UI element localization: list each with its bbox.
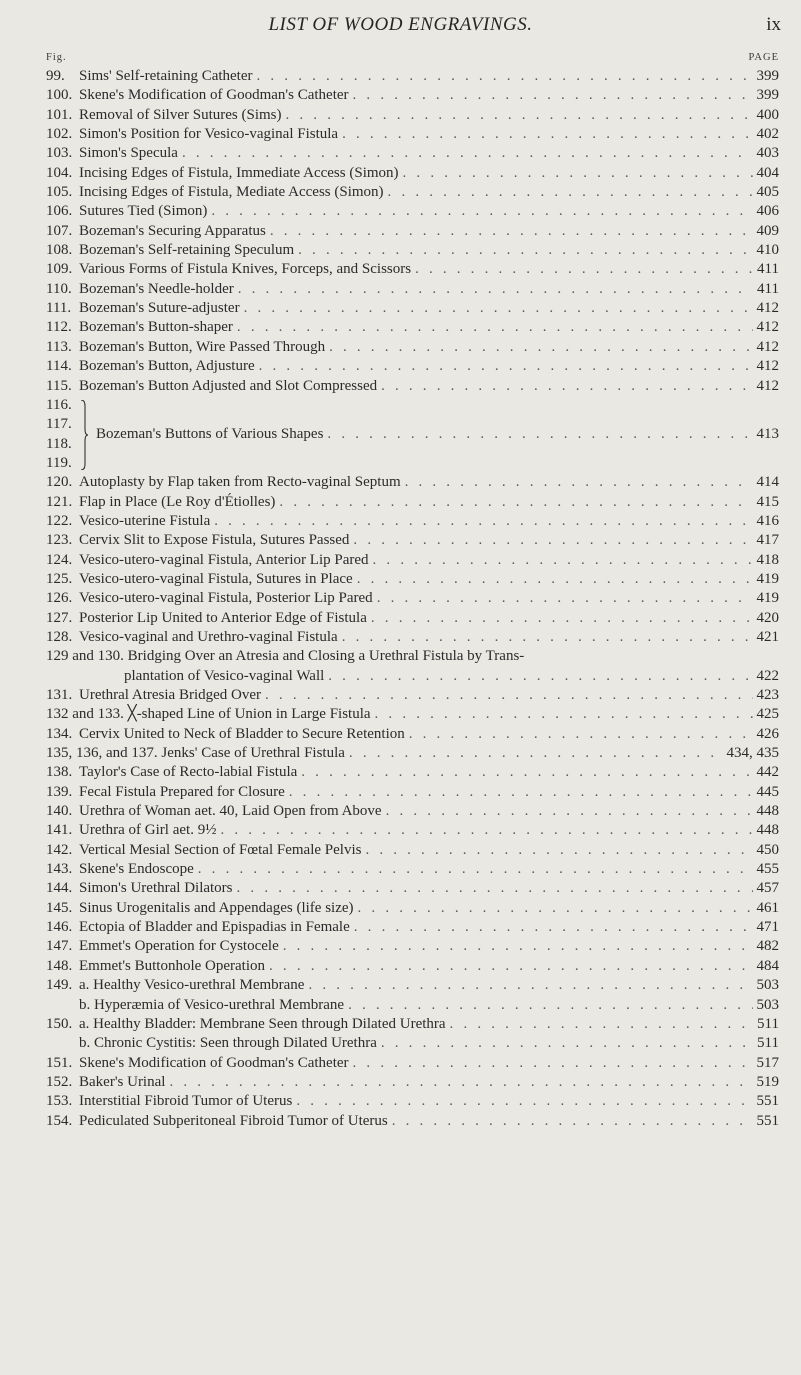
entry-title: plantation of Vesico-vaginal Wall — [124, 667, 325, 684]
entry-title: Skene's Modification of Goodman's Catheter — [79, 87, 349, 104]
figure-number: 117. — [46, 416, 72, 433]
list-item — [0, 377, 801, 396]
list-item — [0, 899, 801, 918]
leader-dots — [382, 802, 753, 821]
leader-dots — [292, 1092, 752, 1111]
leader-dots — [388, 1112, 753, 1131]
entry-title: Skene's Modification of Goodman's Catheter — [79, 1054, 349, 1071]
leader-dots — [373, 589, 753, 608]
figure-number: 151. — [46, 1054, 73, 1071]
entry-title: Urethral Atresia Bridged Over — [79, 687, 262, 704]
list-item — [0, 996, 801, 1015]
list-item — [0, 1112, 801, 1131]
leader-dots — [377, 377, 752, 396]
list-item — [0, 86, 801, 105]
figure-number: 105. — [46, 184, 73, 201]
entry-page: 551 — [756, 1093, 779, 1110]
entry-title: Emmet's Operation for Cystocele — [79, 938, 279, 955]
entry-title: Various Forms of Fistula Knives, Forceps, and Scissors — [79, 261, 412, 278]
entry-title: Incising Edges of Fistula, Mediate Access (Simon) — [79, 184, 384, 201]
figure-number: 144. — [46, 880, 73, 897]
leader-dots — [353, 570, 753, 589]
list-item — [0, 609, 801, 628]
entry-page: 404 — [756, 164, 779, 181]
entry-page: 445 — [756, 783, 779, 800]
list-item — [0, 783, 801, 802]
list-item — [0, 531, 801, 550]
entry-page: 420 — [756, 609, 779, 626]
entry-page: 423 — [756, 687, 779, 704]
entry-page: 503 — [756, 977, 779, 994]
curly-brace-icon — [80, 400, 88, 470]
leader-dots — [338, 628, 753, 647]
entry-title: Bozeman's Buttons of Various Shapes — [96, 425, 324, 442]
list-item — [0, 144, 801, 163]
leader-dots — [323, 425, 752, 444]
entry-title: Bozeman's Self-retaining Speculum — [79, 242, 295, 259]
list-item — [0, 802, 801, 821]
figure-number: 126. — [46, 590, 73, 607]
page-number: ix — [766, 14, 781, 35]
entry-page: 415 — [756, 493, 779, 510]
list-item — [0, 493, 801, 512]
figure-number: 150. — [46, 1015, 73, 1032]
entry-title: Bozeman's Button, Adjusture — [79, 358, 255, 375]
list-item — [0, 106, 801, 125]
list-item — [0, 1054, 801, 1073]
entry-title: Bozeman's Button, Wire Passed Through — [79, 338, 326, 355]
entry-page: 412 — [756, 300, 779, 317]
figure-number: 118. — [46, 435, 72, 452]
leader-dots — [345, 744, 723, 763]
list-item — [0, 841, 801, 860]
leader-dots — [344, 996, 752, 1015]
entry-title: b. Hyperæmia of Vesico-urethral Membrane — [79, 996, 345, 1013]
figure-number: 147. — [46, 938, 73, 955]
entry-title: Urethra of Girl aet. 9½ — [79, 822, 217, 839]
leader-dots — [255, 357, 753, 376]
list-item — [0, 280, 801, 299]
entry-title: Baker's Urinal — [79, 1073, 166, 1090]
list-item — [0, 1015, 801, 1034]
page-title: LIST OF WOOD ENGRAVINGS. — [268, 14, 533, 35]
leader-dots — [294, 241, 752, 260]
entry-page: 412 — [756, 358, 779, 375]
figure-number: 102. — [46, 126, 73, 143]
entry-page: 461 — [756, 899, 779, 916]
list-item — [0, 628, 801, 647]
list-item — [0, 918, 801, 937]
list-item — [0, 686, 801, 705]
leader-dots — [324, 667, 752, 686]
leader-dots — [349, 86, 753, 105]
figure-number: 109. — [46, 261, 73, 278]
entry-page: 425 — [756, 706, 779, 723]
figure-number: 122. — [46, 512, 73, 529]
entry-title: Taylor's Case of Recto-labial Fistula — [79, 764, 298, 781]
figure-number: 111. — [46, 300, 72, 317]
fig-column-header: Fig. — [46, 52, 67, 63]
entry-page: 421 — [756, 628, 779, 645]
entry-page: 417 — [756, 532, 779, 549]
entry-title: 135, 136, and 137. Jenks' Case of Urethral Fistula — [46, 745, 345, 762]
entry-page: 399 — [756, 87, 779, 104]
leader-dots — [253, 67, 753, 86]
figure-number: 114. — [46, 358, 72, 375]
figure-number: 134. — [46, 725, 73, 742]
figure-number: 107. — [46, 222, 73, 239]
list-item — [0, 705, 801, 724]
entry-title: Incising Edges of Fistula, Immediate Access (Simon) — [79, 164, 399, 181]
entry-page: 419 — [756, 590, 779, 607]
entry-page: 434, 435 — [726, 745, 779, 762]
entry-page: 399 — [756, 68, 779, 84]
figure-number: 142. — [46, 841, 73, 858]
entry-page: 482 — [756, 938, 779, 955]
entry-title: Sutures Tied (Simon) — [79, 203, 208, 220]
bracketed-figure-numbers — [46, 396, 72, 473]
list-item — [0, 589, 801, 608]
figure-number: 124. — [46, 551, 73, 568]
figure-number: 141. — [46, 822, 73, 839]
figure-number: 108. — [46, 242, 73, 259]
figure-number: 149. — [46, 977, 73, 994]
entry-title: b. Chronic Cystitis: Seen through Dilated Urethra — [79, 1035, 377, 1052]
figure-number: 154. — [46, 1112, 73, 1129]
entry-page: 412 — [756, 377, 779, 394]
entry-title: Flap in Place (Le Roy d'Étiolles) — [79, 493, 276, 510]
entry-title: Ectopia of Bladder and Epispadias in Female — [79, 919, 350, 936]
leader-dots — [210, 512, 752, 531]
leader-dots — [349, 1054, 753, 1073]
figure-number: 139. — [46, 783, 73, 800]
leader-dots — [349, 531, 752, 550]
figure-number: 113. — [46, 338, 72, 355]
leader-dots — [338, 125, 752, 144]
entry-page: 400 — [756, 106, 779, 123]
figure-number: 99. — [46, 68, 65, 84]
list-item — [0, 357, 801, 376]
entry-page: 448 — [756, 822, 779, 839]
list-item — [0, 957, 801, 976]
figure-number: 131. — [46, 687, 73, 704]
entry-page: 511 — [757, 1015, 779, 1032]
list-item — [0, 725, 801, 744]
entry-page: 411 — [757, 261, 779, 278]
leader-dots — [371, 705, 753, 724]
entry-page: 412 — [756, 319, 779, 336]
leader-dots — [282, 106, 753, 125]
list-item — [0, 338, 801, 357]
bracketed-entry — [0, 396, 801, 473]
figure-number: 125. — [46, 570, 73, 587]
leader-dots — [261, 686, 752, 705]
entry-title: Vesico-utero-vaginal Fistula, Anterior Lip Pared — [79, 551, 369, 568]
page-column-header: PAGE — [748, 52, 779, 63]
entry-title: Interstitial Fibroid Tumor of Uterus — [79, 1093, 293, 1110]
list-item — [0, 647, 801, 666]
figure-number: 148. — [46, 957, 73, 974]
list-item — [0, 164, 801, 183]
figure-number: 140. — [46, 803, 73, 820]
entry-page: 409 — [756, 222, 779, 239]
list-item — [0, 183, 801, 202]
figure-number: 145. — [46, 899, 73, 916]
entry-title: Cervix Slit to Expose Fistula, Sutures Passed — [79, 532, 350, 549]
entry-title: Posterior Lip United to Anterior Edge of Fistula — [79, 609, 367, 626]
entry-title: Sims' Self-retaining Catheter — [79, 68, 253, 84]
leader-dots — [240, 299, 753, 318]
entry-title: Simon's Specula — [79, 145, 178, 162]
entry-title: Simon's Position for Vesico-vaginal Fistula — [79, 126, 339, 143]
list-item — [0, 202, 801, 221]
leader-dots — [350, 918, 753, 937]
list-item — [0, 763, 801, 782]
list-item — [0, 125, 801, 144]
entry-title: Vertical Mesial Section of Fœtal Female Pelvis — [79, 841, 362, 858]
leader-dots — [367, 609, 753, 628]
list-item — [0, 1034, 801, 1053]
entry-title: a. Healthy Vesico-urethral Membrane — [79, 977, 305, 994]
entry-title: Fecal Fistula Prepared for Closure — [79, 783, 285, 800]
figure-number: 121. — [46, 493, 73, 510]
figure-number: 153. — [46, 1093, 73, 1110]
list-item — [0, 318, 801, 337]
list-item — [0, 860, 801, 879]
leader-dots — [377, 1034, 753, 1053]
list-item — [0, 1092, 801, 1111]
list-item — [0, 241, 801, 260]
list-item — [0, 744, 801, 763]
figure-number: 100. — [46, 87, 73, 104]
entry-page: 411 — [757, 280, 779, 297]
list-item — [0, 937, 801, 956]
entry-title: 129 and 130. Bridging Over an Atresia and Closing a Urethral Fistula by Trans- — [46, 648, 525, 665]
list-item — [0, 473, 801, 492]
figure-number: 103. — [46, 145, 73, 162]
leader-dots — [279, 937, 753, 956]
leader-dots — [297, 763, 752, 782]
entry-title: Vesico-uterine Fistula — [79, 512, 211, 529]
figure-number: 101. — [46, 106, 73, 123]
column-headers — [46, 52, 781, 66]
entry-title: Bozeman's Button Adjusted and Slot Compressed — [79, 377, 378, 394]
leader-dots — [265, 957, 752, 976]
entry-page: 503 — [756, 996, 779, 1013]
leader-dots — [233, 879, 753, 898]
entry-page: 416 — [756, 512, 779, 529]
figure-number: 127. — [46, 609, 73, 626]
list-item — [0, 67, 801, 86]
figure-number: 112. — [46, 319, 72, 336]
entry-page: 422 — [756, 667, 779, 684]
entry-page: 414 — [756, 474, 779, 491]
list-item — [0, 512, 801, 531]
running-head — [0, 14, 801, 40]
engravings-list — [0, 67, 801, 1131]
entry-title: Emmet's Buttonhole Operation — [79, 957, 266, 974]
entry-page: 442 — [756, 764, 779, 781]
entry-title: Pediculated Subperitoneal Fibroid Tumor of Uterus — [79, 1112, 388, 1129]
entry-title: Autoplasty by Flap taken from Recto-vaginal Septum — [79, 474, 401, 491]
figure-number: 138. — [46, 764, 73, 781]
entry-title: Removal of Silver Sutures (Sims) — [79, 106, 282, 123]
entry-title: Skene's Endoscope — [79, 861, 194, 878]
figure-number: 115. — [46, 377, 72, 394]
entry-page: 457 — [756, 880, 779, 897]
leader-dots — [233, 318, 753, 337]
leader-dots — [165, 1073, 752, 1092]
entry-title: Cervix United to Neck of Bladder to Secure Retention — [79, 725, 405, 742]
entry-page: 405 — [756, 184, 779, 201]
leader-dots — [304, 976, 752, 995]
list-item — [0, 879, 801, 898]
entry-page: 406 — [756, 203, 779, 220]
entry-title: a. Healthy Bladder: Membrane Seen through Dilated Urethra — [79, 1015, 446, 1032]
entry-page: 410 — [756, 242, 779, 259]
list-item — [0, 1073, 801, 1092]
entry-page: 484 — [756, 957, 779, 974]
entry-page: 402 — [756, 126, 779, 143]
entry-page: 517 — [756, 1054, 779, 1071]
entry-page: 413 — [756, 425, 779, 442]
figure-number: 120. — [46, 474, 73, 491]
leader-dots — [234, 280, 753, 299]
entry-title: Bozeman's Button-shaper — [79, 319, 233, 336]
leader-dots — [446, 1015, 754, 1034]
entry-page: 455 — [756, 861, 779, 878]
leader-dots — [325, 338, 752, 357]
leader-dots — [405, 725, 753, 744]
leader-dots — [369, 551, 753, 570]
figure-number: 143. — [46, 861, 73, 878]
list-item — [0, 551, 801, 570]
leader-dots — [285, 783, 753, 802]
list-item — [0, 821, 801, 840]
figure-number: 106. — [46, 203, 73, 220]
entry-title: Vesico-vaginal and Urethro-vaginal Fistula — [79, 628, 338, 645]
entry-title: Vesico-utero-vaginal Fistula, Sutures in Place — [79, 570, 353, 587]
entry-page: 403 — [756, 145, 779, 162]
figure-number: 152. — [46, 1073, 73, 1090]
leader-dots — [275, 493, 752, 512]
entry-page: 450 — [756, 841, 779, 858]
list-item-continuation — [0, 667, 801, 686]
entry-title: Bozeman's Needle-holder — [79, 280, 234, 297]
list-item — [0, 299, 801, 318]
list-item — [0, 260, 801, 279]
entry-page: 426 — [756, 725, 779, 742]
figure-number: 146. — [46, 919, 73, 936]
entry-title: Vesico-utero-vaginal Fistula, Posterior Lip Pared — [79, 590, 373, 607]
leader-dots — [178, 144, 753, 163]
list-item — [0, 976, 801, 995]
figure-number: 116. — [46, 396, 72, 413]
entry-title: Sinus Urogenitalis and Appendages (life size) — [79, 899, 354, 916]
leader-dots — [354, 899, 753, 918]
entry-page: 418 — [756, 551, 779, 568]
entry-title: Bozeman's Securing Apparatus — [79, 222, 266, 239]
leader-dots — [266, 222, 753, 241]
entry-title: Bozeman's Suture-adjuster — [79, 300, 240, 317]
entry-page: 471 — [756, 919, 779, 936]
leader-dots — [401, 473, 753, 492]
list-item — [0, 222, 801, 241]
list-item — [0, 570, 801, 589]
entry-page: 412 — [756, 338, 779, 355]
figure-number: 123. — [46, 532, 73, 549]
leader-dots — [194, 860, 753, 879]
leader-dots — [361, 841, 752, 860]
leader-dots — [399, 164, 753, 183]
leader-dots — [411, 260, 753, 279]
entry-page: 519 — [756, 1073, 779, 1090]
entry-page: 448 — [756, 803, 779, 820]
leader-dots — [207, 202, 752, 221]
entry-title: Simon's Urethral Dilators — [79, 880, 233, 897]
figure-number: 110. — [46, 280, 72, 297]
leader-dots — [216, 821, 752, 840]
entry-page: 419 — [756, 570, 779, 587]
entry-title: 132 and 133. ╳-shaped Line of Union in Large Fistula — [46, 706, 371, 723]
figure-number: 104. — [46, 164, 73, 181]
leader-dots — [384, 183, 753, 202]
entry-page: 551 — [756, 1112, 779, 1129]
figure-number: 128. — [46, 628, 73, 645]
entry-page: 511 — [757, 1035, 779, 1052]
figure-number: 119. — [46, 454, 72, 471]
entry-title: Urethra of Woman aet. 40, Laid Open from Above — [79, 803, 382, 820]
